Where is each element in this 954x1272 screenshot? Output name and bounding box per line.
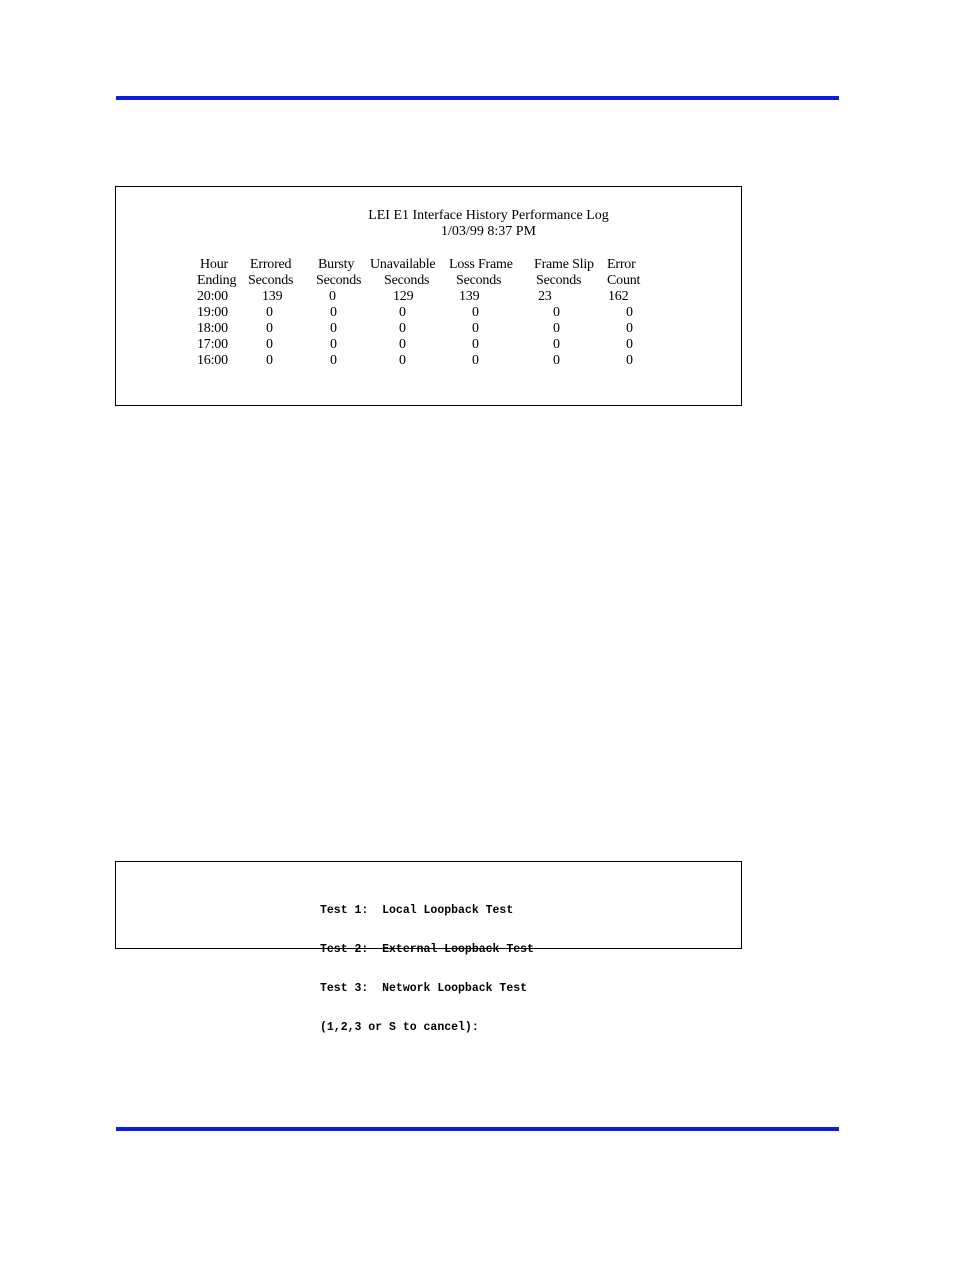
header-frame-slip-seconds: Frame Slip Seconds [534,257,594,288]
test-menu [320,878,534,1060]
cell-bursty: 0 [330,337,337,352]
header-bursty-seconds: Bursty Seconds [316,257,362,288]
cell-errored: 0 [266,321,273,336]
cell-loss-frame: 0 [472,353,479,368]
cell-error-count: 162 [608,289,629,304]
cell-errored: 139 [262,289,283,304]
cell-hour: 17:00 [197,337,228,352]
cell-error-count: 0 [626,353,633,368]
cell-bursty: 0 [329,289,336,304]
cell-unavailable: 0 [399,321,406,336]
cell-error-count: 0 [626,337,633,352]
cell-frame-slip: 0 [553,305,560,320]
cell-unavailable: 0 [399,337,406,352]
cell-bursty: 0 [330,353,337,368]
menu-item-test-1: Test 1: Local Loopback Test [320,904,514,917]
header-error-count: Error Count [607,257,641,288]
cell-unavailable: 0 [399,353,406,368]
log-datetime: 1/03/99 8:37 PM [441,224,536,239]
cell-unavailable: 0 [399,305,406,320]
cell-frame-slip: 0 [553,321,560,336]
cell-errored: 0 [266,353,273,368]
menu-prompt: (1,2,3 or S to cancel): [320,1021,479,1034]
menu-item-test-3: Test 3: Network Loopback Test [320,982,528,995]
cell-unavailable: 129 [393,289,414,304]
header-errored-seconds: Errored Seconds [248,257,294,288]
loopback-test-menu-screen [115,861,742,1034]
cell-errored: 0 [266,337,273,352]
cell-loss-frame: 0 [472,337,479,352]
cell-hour: 16:00 [197,353,228,368]
bottom-rule [116,1127,839,1131]
menu-item-test-2: Test 2: External Loopback Test [320,943,534,956]
cell-bursty: 0 [330,305,337,320]
top-rule [116,96,839,100]
performance-log-screen [115,186,742,406]
cell-hour: 20:00 [197,289,228,304]
log-title: LEI E1 Interface History Performance Log [368,208,609,223]
cell-hour: 18:00 [197,321,228,336]
cell-loss-frame: 0 [472,321,479,336]
cell-loss-frame: 0 [472,305,479,320]
cell-frame-slip: 23 [538,289,552,304]
cell-error-count: 0 [626,321,633,336]
header-unavailable-seconds: Unavailable Seconds [370,257,436,288]
cell-errored: 0 [266,305,273,320]
header-loss-frame-seconds: Loss Frame Seconds [449,257,513,288]
cell-hour: 19:00 [197,305,228,320]
cell-frame-slip: 0 [553,353,560,368]
cell-bursty: 0 [330,321,337,336]
cell-error-count: 0 [626,305,633,320]
header-hour-ending: Hour Ending [197,257,237,288]
cell-loss-frame: 139 [459,289,480,304]
cell-frame-slip: 0 [553,337,560,352]
